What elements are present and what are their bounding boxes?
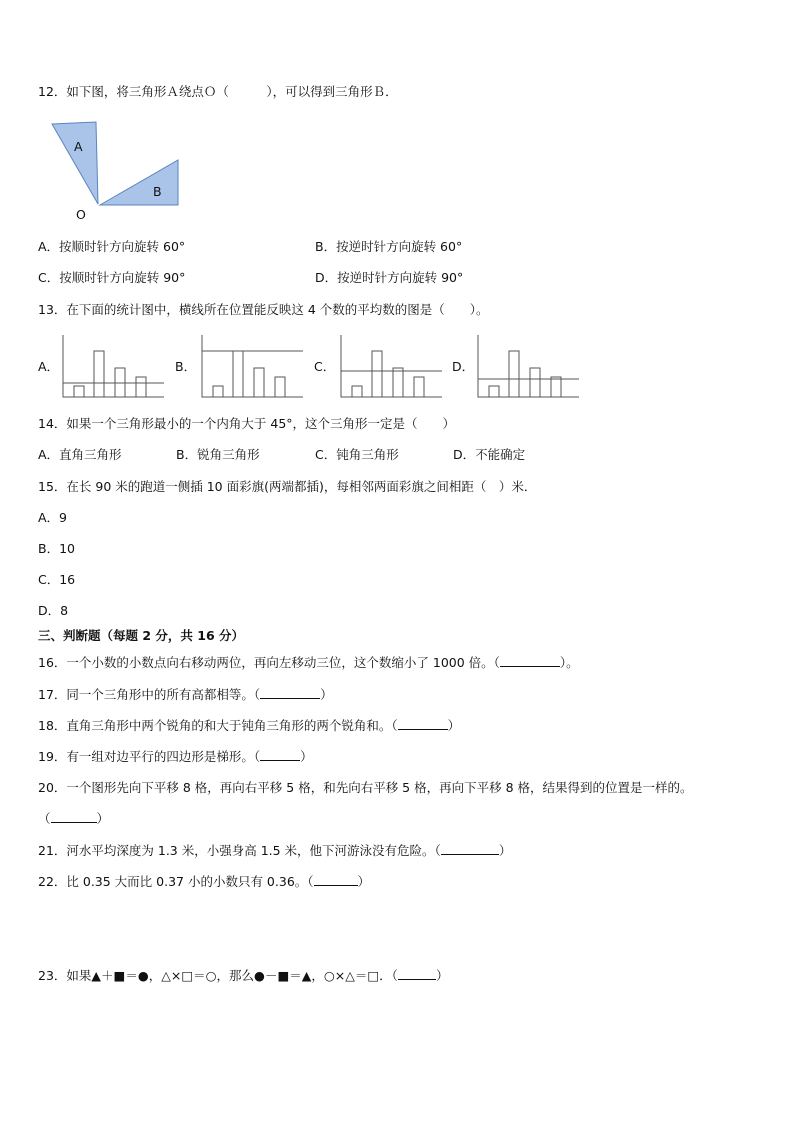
answer-blank-22[interactable] [314, 874, 358, 886]
label-b: B [153, 184, 162, 199]
question-16-end: ）。 [559, 655, 579, 670]
question-20-end: ） [96, 811, 110, 826]
chart-c-bar-3 [393, 368, 403, 397]
q14-option-a: A．直角三角形 [38, 447, 122, 462]
question-17 [38, 687, 333, 703]
label-o: O [76, 207, 86, 222]
chart-label-b: B． [175, 359, 197, 374]
chart-d-bar-4 [551, 377, 561, 397]
chart-b-bar-2 [233, 351, 243, 397]
question-19-text: 19．有一组对边平行的四边形是梯形。（ [38, 749, 261, 764]
question-18-text: 18．直角三角形中两个锐角的和大于钝角三角形的两个锐角和。（ [38, 718, 398, 733]
answer-blank-17[interactable] [260, 687, 320, 699]
question-20-open: （ [38, 811, 51, 826]
question-19-end: ） [300, 749, 313, 764]
question-21-text: 21．河水平均深度为 1.3 米，小强身高 1.5 米，他下河游泳没有危险。（ [38, 843, 441, 858]
question-20-text: 20．一个图形先向下平移 8 格，再向右平移 5 格，和先向右平移 5 格，再向下平移 8 格，结果得到的位置是一样的。 [38, 780, 693, 795]
question-16 [38, 655, 579, 671]
question-15-text: 15．在长 90 米的跑道一侧插 10 面彩旗(两端都插)，每相邻两面彩旗之间相距（ ）米． [38, 479, 537, 494]
question-22-end: ） [357, 874, 371, 889]
q15-option-c: C．16 [38, 572, 76, 587]
chart-a [62, 335, 166, 399]
question-21-end: ） [498, 843, 512, 858]
chart-label-d: D． [452, 359, 475, 374]
q12-option-c: C．按顺时针方向旋转 90° [38, 270, 186, 285]
question-18 [38, 718, 460, 734]
chart-b-bar-3 [254, 368, 264, 397]
chart-c-bar-4 [414, 377, 424, 397]
question-20 [38, 780, 693, 796]
q15-option-b: B．10 [38, 541, 75, 556]
chart-a-bar-1 [74, 386, 84, 397]
chart-a-bar-4 [136, 377, 146, 397]
rotation-figure [44, 118, 194, 226]
question-16-text: 16．一个小数的小数点向右移动两位，再向左移动三位，这个数缩小了 1000 倍。（ [38, 655, 500, 670]
chart-d-bar-1 [489, 386, 499, 397]
q14-option-d: D．不能确定 [453, 447, 526, 462]
q12-option-b: B．按逆时针方向旋转 60° [315, 239, 463, 254]
q12-option-d: D．按逆时针方向旋转 90° [315, 270, 464, 285]
chart-d [477, 335, 581, 399]
chart-c [340, 335, 444, 399]
question-17-text: 17．同一个三角形中的所有高都相等。（ [38, 687, 261, 702]
q12-option-a: A．按顺时针方向旋转 60° [38, 239, 186, 254]
question-21 [38, 843, 511, 859]
question-13-text: 13．在下面的统计图中，横线所在位置能反映这 4 个数的平均数的图是（ ）。 [38, 302, 489, 317]
q14-option-b: B．锐角三角形 [176, 447, 260, 462]
question-23 [38, 968, 448, 984]
chart-d-bar-3 [530, 368, 540, 397]
chart-c-bar-2 [372, 351, 382, 397]
triangle-b [100, 160, 178, 205]
chart-c-bar-1 [352, 386, 362, 397]
chart-d-bar-2 [509, 351, 519, 397]
chart-label-a: A． [38, 359, 60, 374]
q15-option-a: A．9 [38, 510, 68, 525]
triangle-a [52, 122, 98, 204]
chart-b-bar-1 [213, 386, 223, 397]
chart-b [201, 335, 305, 399]
label-a: A [74, 139, 83, 154]
answer-blank-23[interactable] [398, 968, 436, 980]
answer-blank-16[interactable] [500, 655, 560, 667]
answer-blank-18[interactable] [398, 718, 448, 730]
question-23-end: ） [435, 968, 449, 983]
q14-option-c: C．钝角三角形 [315, 447, 399, 462]
question-23-text: 23．如果▲＋■＝●，△×□＝○，那么●－■＝▲，○×△＝□．（ [38, 968, 398, 983]
chart-a-bar-2 [94, 351, 104, 397]
question-22 [38, 874, 370, 890]
answer-blank-19[interactable] [260, 749, 300, 761]
question-19 [38, 749, 313, 765]
question-22-text: 22．比 0.35 大而比 0.37 小的小数只有 0.36。（ [38, 874, 314, 889]
question-14-text: 14．如果一个三角形最小的一个内角大于 45°，这个三角形一定是（ ） [38, 416, 456, 431]
chart-label-c: C． [314, 359, 336, 374]
answer-blank-20[interactable] [51, 811, 97, 823]
section-title: 三、判断题（每题 2 分，共 16 分） [38, 628, 245, 643]
question-20-answer [38, 811, 109, 827]
question-17-end: ） [320, 687, 333, 702]
question-12-text: 12．如下图，将三角形Ａ绕点Ｏ（ ），可以得到三角形Ｂ． [38, 84, 398, 99]
question-18-end: ） [447, 718, 461, 733]
answer-blank-21[interactable] [441, 843, 499, 855]
q15-option-d: D．8 [38, 603, 69, 618]
chart-b-bar-4 [275, 377, 285, 397]
